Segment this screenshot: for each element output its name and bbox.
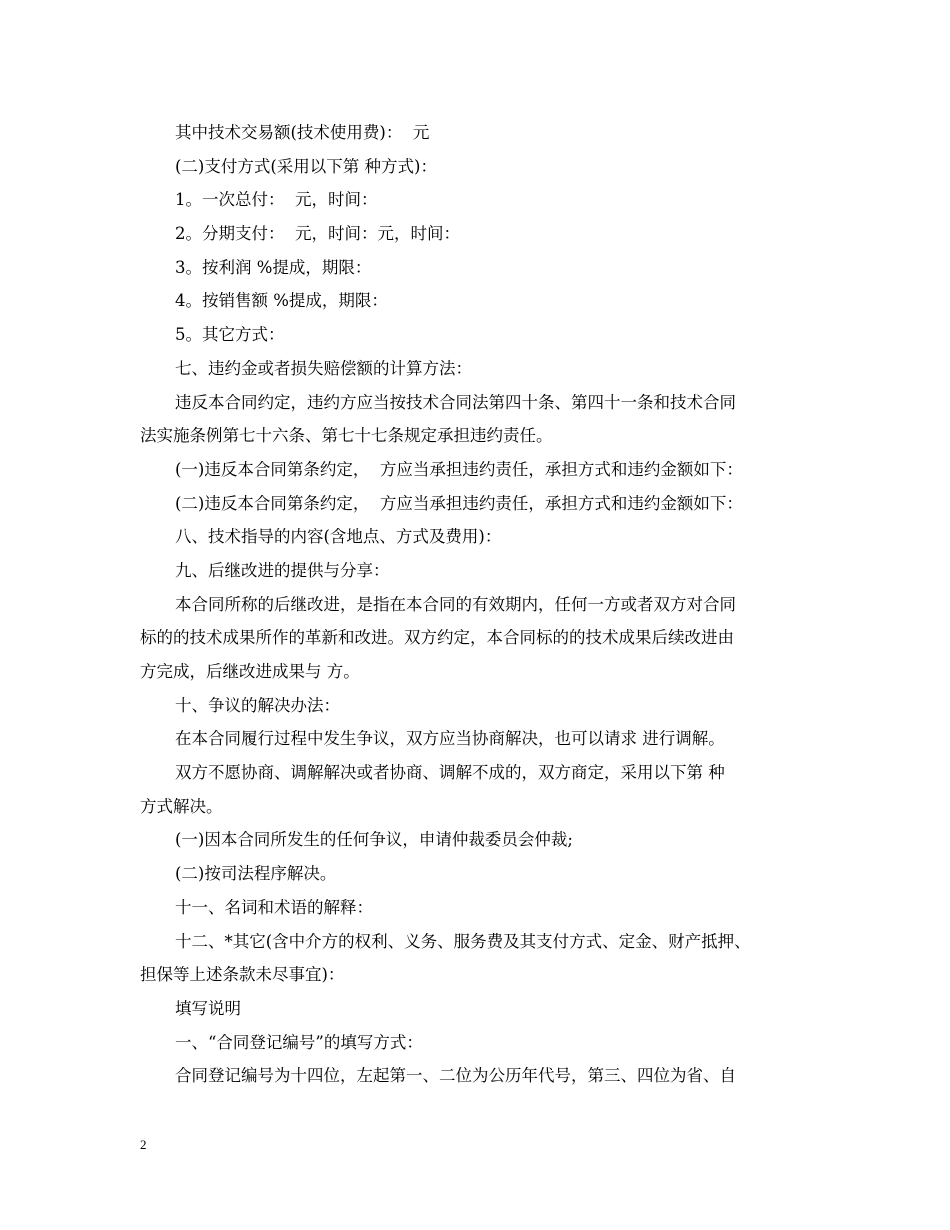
document-line: 九、后继改进的提供与分享： xyxy=(175,560,390,580)
document-line: 八、技术指导的内容(含地点、方式及费用)： xyxy=(175,527,502,547)
document-line: (一)违反本合同第条约定， 方应当承担违约责任，承担方式和违约金额如下： xyxy=(175,459,743,479)
document-line: 4。按销售额 %提成，期限： xyxy=(175,291,388,311)
document-line: 双方不愿协商、调解解决或者协商、调解不成的，双方商定，采用以下第 种 xyxy=(175,763,725,783)
document-line: 填写说明 xyxy=(175,998,241,1018)
document-line: 方完成，后继改进成果与 方。 xyxy=(140,662,360,681)
document-line: 担保等上述条款未尽事宜)： xyxy=(140,965,345,985)
document-line: (一)因本合同所发生的任何争议，申请仲裁委员会仲裁; xyxy=(175,830,573,850)
document-line: 方式解决。 xyxy=(140,796,223,816)
document-line: 5。其它方式： xyxy=(175,325,285,345)
document-line: 违反本合同约定，违约方应当按技术合同法第四十条、第四十一条和技术合同 xyxy=(175,392,736,412)
document-line: 2。分期支付： 元，时间：元，时间： xyxy=(175,224,460,244)
document-line: (二)支付方式(采用以下第 种方式)： xyxy=(175,156,437,176)
page-number: 2 xyxy=(140,1137,147,1152)
document-line: 本合同所称的后继改进，是指在本合同的有效期内，任何一方或者双方对合同 xyxy=(175,594,736,614)
document-body xyxy=(140,116,820,1093)
document-line: 其中技术交易额(技术使用费)： 元 xyxy=(175,123,430,142)
document-line: 十、争议的解决办法： xyxy=(175,695,340,715)
document-line: 七、违约金或者损失赔偿额的计算方法： xyxy=(175,358,472,378)
document-line: (二)按司法程序解决。 xyxy=(175,864,337,884)
document-line: 十一、名词和术语的解释： xyxy=(175,897,373,917)
document-line: 一、“合同登记编号”的填写方式： xyxy=(175,1032,423,1052)
document-line: 标的的技术成果所作的革新和改进。双方约定，本合同标的的技术成果后续改进由 xyxy=(140,628,734,648)
document-line: (二)违反本合同第条约定， 方应当承担违约责任，承担方式和违约金额如下： xyxy=(175,493,743,513)
document-line: 法实施条例第七十六条、第七十七条规定承担违约责任。 xyxy=(140,426,553,446)
document-line: 合同登记编号为十四位，左起第一、二位为公历年代号，第三、四位为省、自 xyxy=(175,1066,736,1086)
document-line: 在本合同履行过程中发生争议，双方应当协商解决，也可以请求 进行调解。 xyxy=(175,729,725,749)
document-line: 1。一次总付： 元，时间： xyxy=(175,190,378,210)
document-line: 3。按利润 %提成，期限： xyxy=(175,257,372,277)
document-line: 十二、*其它(含中介方的权利、义务、服务费及其支付方式、定金、财产抵押、 xyxy=(175,931,751,951)
